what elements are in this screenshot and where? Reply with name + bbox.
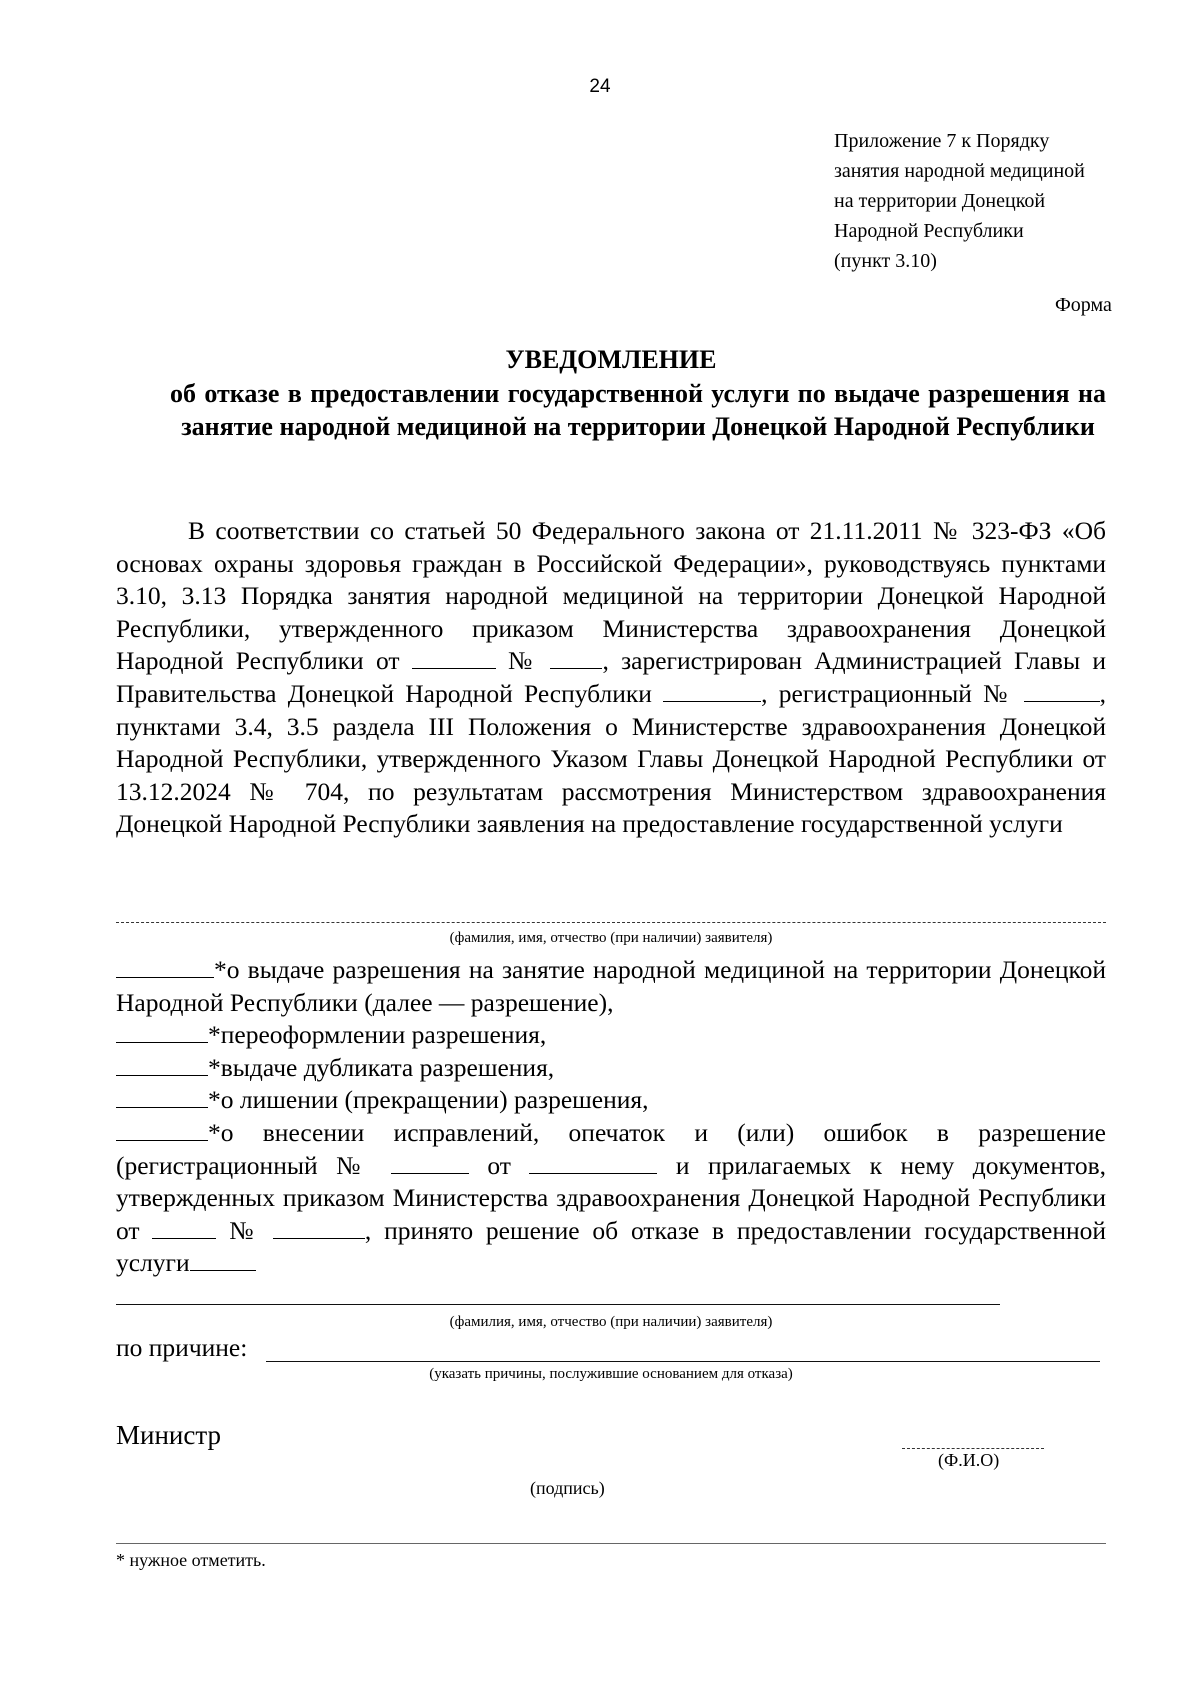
applicant-caption: (фамилия, имя, отчество (при наличии) заявителя) xyxy=(449,930,773,946)
option-item: *о лишении (прекращении) разрешения, xyxy=(116,1084,1106,1117)
applicant-caption-2: (фамилия, имя, отчество (при наличии) заявителя) xyxy=(449,1314,773,1330)
option-checkbox-blank[interactable] xyxy=(116,1020,208,1043)
registration-number-blank[interactable] xyxy=(391,1151,469,1174)
registration-number-blank[interactable] xyxy=(1024,679,1100,702)
option-item: *переоформлении разрешения, xyxy=(116,1019,1106,1052)
footnote-divider xyxy=(116,1543,1106,1544)
appendix-line: Народной Республики xyxy=(834,220,1024,242)
reason-label: по причине: xyxy=(116,1333,248,1362)
appendix-reference xyxy=(834,126,1085,276)
form-label: Форма xyxy=(1055,294,1112,316)
body-text: , пунктами 3.4, 3.5 раздела III Положения о Министерстве здравоохранения Донецкой Народной Республики, утвержденного Указом Главы Донецкой Народной Республики от 13.12.2024 № 704, по результатам рассмотрения Министерством здравоохранения Донецкой Народной Республики заявления на предоставление государственной услуги xyxy=(116,678,1106,839)
fio-caption: (Ф.И.О) xyxy=(938,1450,1000,1470)
service-blank[interactable] xyxy=(190,1248,256,1271)
appendix-line: Приложение 7 к Порядку xyxy=(834,130,1050,152)
page-number: 24 xyxy=(589,76,611,97)
document-title: УВЕДОМЛЕНИЕ xyxy=(505,345,717,374)
option-checkbox-blank[interactable] xyxy=(116,1053,208,1076)
number-blank[interactable] xyxy=(550,646,602,669)
order-number-blank[interactable] xyxy=(273,1216,365,1239)
appendix-line: (пункт 3.10) xyxy=(834,250,937,272)
number-sign: № xyxy=(983,678,1013,708)
option-checkbox-blank[interactable] xyxy=(116,1085,208,1108)
body-text: , регистрационный xyxy=(761,678,984,708)
applicant-name-line[interactable] xyxy=(116,922,1106,923)
number-sign: № xyxy=(508,646,539,676)
applicant-name-line-2[interactable] xyxy=(116,1304,1000,1305)
option-checkbox-blank[interactable] xyxy=(116,1118,208,1141)
date-blank[interactable] xyxy=(412,646,496,669)
reason-line[interactable] xyxy=(266,1361,1100,1362)
date-blank[interactable] xyxy=(529,1151,657,1174)
reason-caption: (указать причины, послужившие основанием для отказа) xyxy=(429,1366,793,1382)
registration-date-blank[interactable] xyxy=(663,679,761,702)
minister-label: Министр xyxy=(116,1420,221,1450)
signature-caption: (подпись) xyxy=(530,1478,605,1498)
body-text: , зарегистрирован Администрацией Главы и Правительства Донецкой Народной Республики xyxy=(116,646,1106,708)
appendix-line: на территории Донецкой xyxy=(834,190,1046,212)
option-item: *о выдаче разрешения на занятие народной медициной на территории Донецкой Народной Республики (далее — разрешение), xyxy=(116,955,1106,1017)
order-date-blank[interactable] xyxy=(152,1216,216,1239)
appendix-line: занятия народной медициной xyxy=(834,160,1085,182)
reason-row xyxy=(116,1333,247,1363)
fio-line[interactable] xyxy=(902,1448,1044,1449)
document-subtitle: об отказе в предоставлении государственной услуги по выдаче разрешения на занятие народной медициной на территории Донецкой Народной Республики xyxy=(170,379,1106,441)
body-paragraph xyxy=(116,515,1106,841)
option-item: *о внесении исправлений, опечаток и (или) ошибок в разрешение (регистрационный № от и прилагаемых к нему документов, утвержденных приказом Министерства здравоохранения Донецкой Народной Республики от № , принято решение об отказе в предоставлении государственной услуги xyxy=(116,1117,1107,1278)
footnote: * нужное отметить. xyxy=(116,1550,266,1570)
option-checkbox-blank[interactable] xyxy=(116,955,214,978)
option-item: *выдаче дубликата разрешения, xyxy=(116,1052,1106,1085)
body-text: В соответствии со статьей 50 Федерального закона от 21.11.2011 № 323-ФЗ «Об основах охраны здоровья граждан в Российской Федерации», руководствуясь пунктами 3.10, 3.13 Порядка занятия народной медициной на территории Донецкой Народной Республики, утвержденного приказом Министерства здравоохранения Донецкой Народной Республики от xyxy=(116,516,1106,676)
request-options xyxy=(116,954,1106,1280)
